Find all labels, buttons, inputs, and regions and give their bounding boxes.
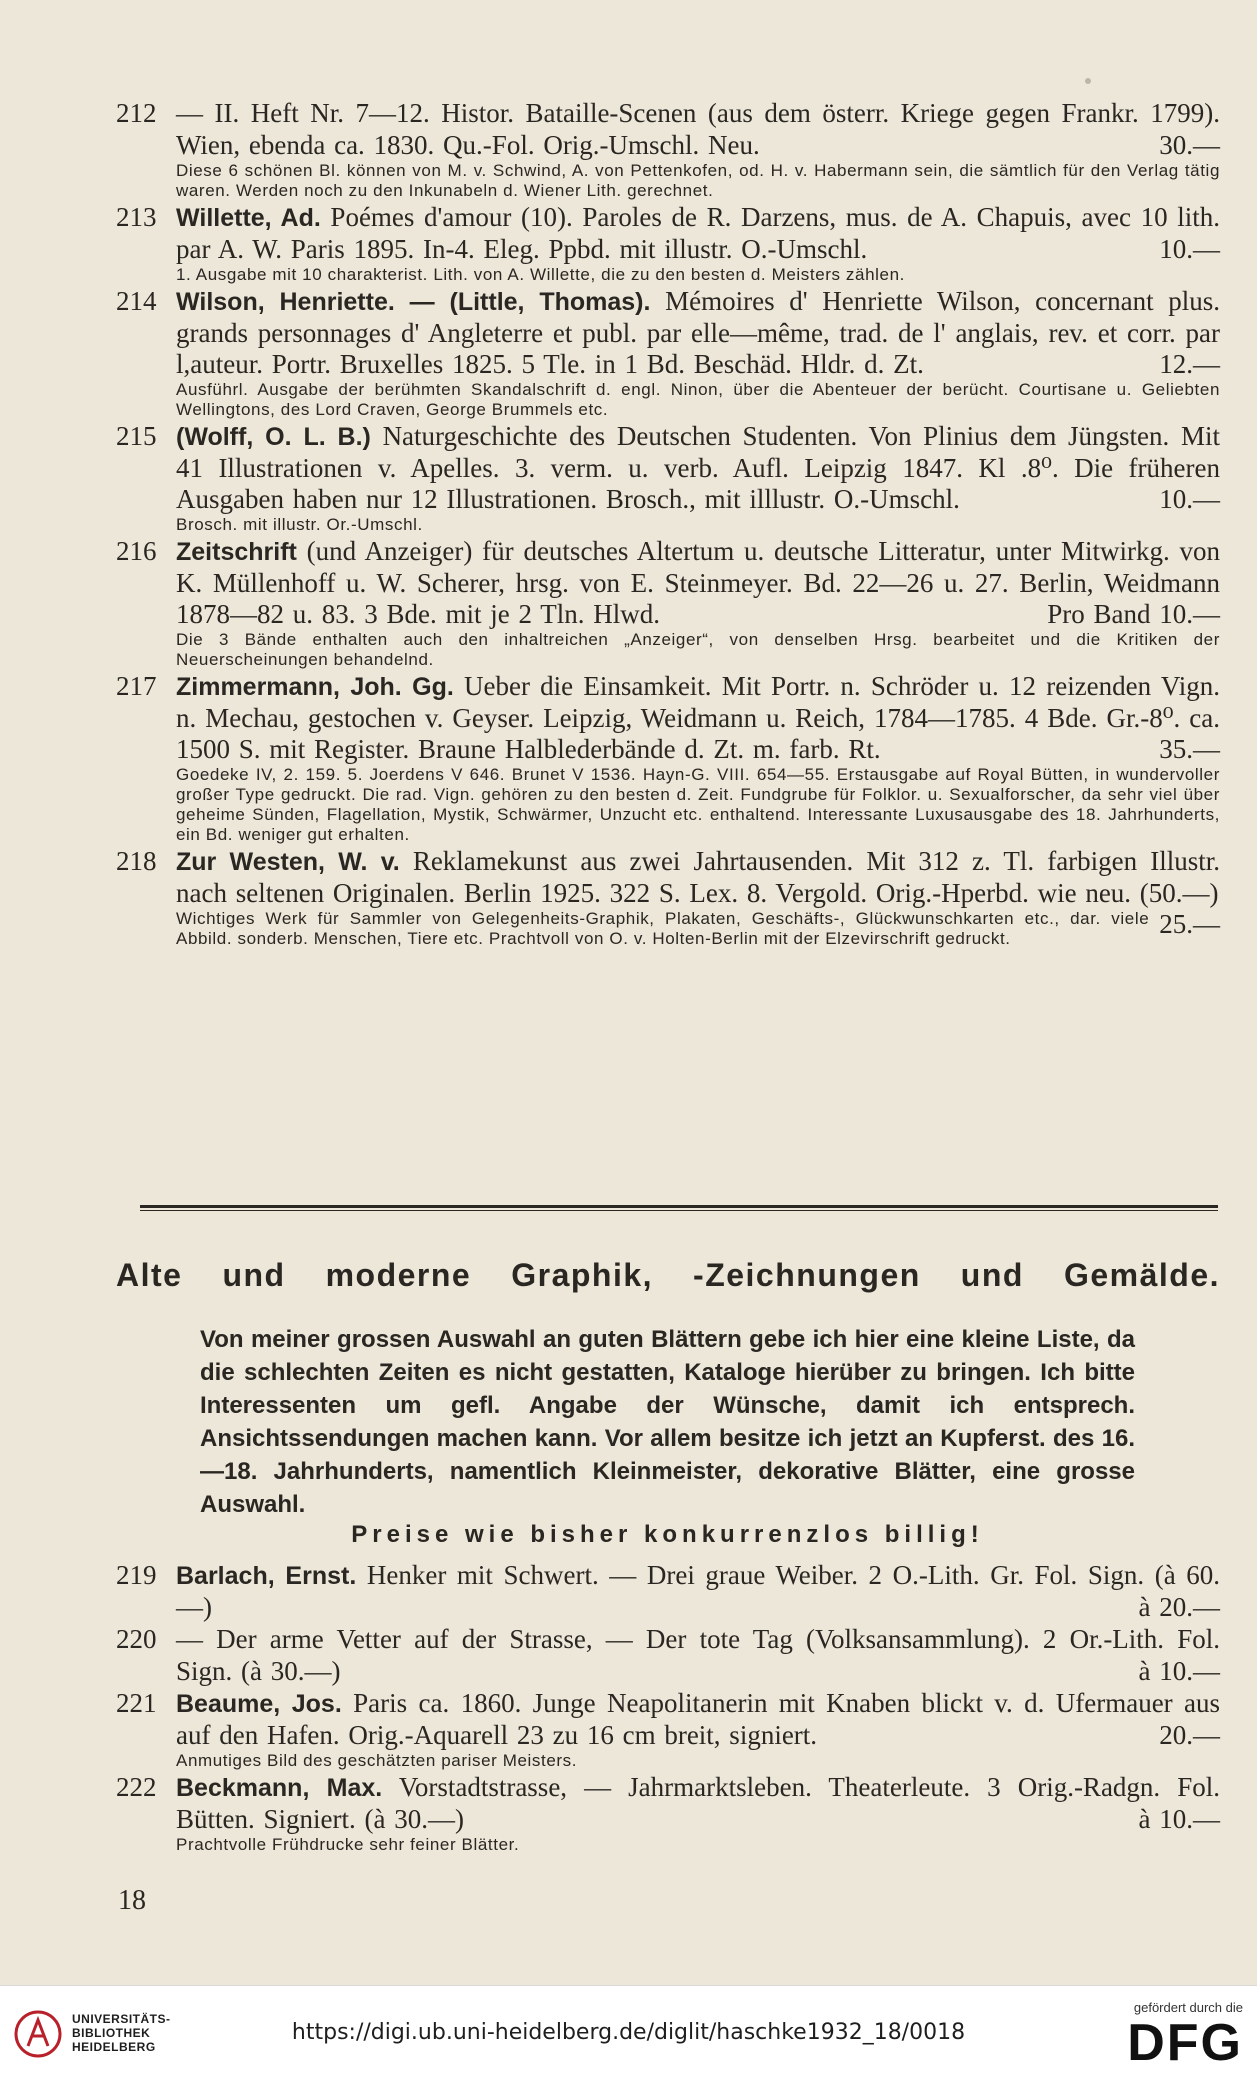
entry-text: Mémoires d' Henriette Wilson, concernant plus. grands personnages d' Angleterre et publ. par elle—même, trad. de l' anglais, rev. et corr. par l,auteur. Portr. Bruxelles 1825. 5 Tle. in 1 Bd. Beschäd. Hldr. d. Zt.: [176, 286, 1221, 379]
entry-number: 221: [116, 1688, 157, 1718]
catalog-entry: [116, 286, 1220, 420]
entry-text: Reklamekunst aus zwei Jahrtausenden. Mit 312 z. Tl. farbigen Illustr. nach seltenen Originalen. Berlin 1925. 322 S. Lex. 8. Vergold. Orig.-Hperbd. wie neu. (50.—): [176, 846, 1220, 908]
section-heading: Alte und moderne Graphik, -Zeichnungen und Gemälde.: [116, 1257, 1220, 1293]
entry-note: Wichtiges Werk für Sammler von Gelegenheits-Graphik, Plakaten, Geschäfts-, Glückwunschkarten etc., dar. viele Abbild. sonderb. Menschen, Tiere etc. Prachtvoll von O. v. Holten-Berlin mit der Elzevirschrift gedruckt.: [176, 909, 1150, 948]
catalog-entry: [116, 846, 1220, 949]
entry-note: Ausführl. Ausgabe der berühmten Skandalschrift d. engl. Ninon, über die Abenteuer der berücht. Courtisane u. Geliebten Wellingtons, des Lord Craven, George Brummels etc.: [176, 380, 1220, 419]
entry-author: Zur Westen, W. v.: [176, 848, 400, 876]
entry-note: Die 3 Bände enthalten auch den inhaltreichen „Anzeiger“, von denselben Hrsg. bearbeitet und die Kritiken der Neuerscheinungen behandelnd.: [176, 630, 1220, 669]
library-name-line: BIBLIOTHEK: [72, 2026, 151, 2040]
entry-text: (und Anzeiger) für deutsches Altertum u. deutsche Litteratur, unter Mitwirkg. von K. Müllenhoff u. W. Scherer, hrsg. von E. Steinmeyer. Bd. 22—26 u. 27. Berlin, Weidmann 1878—82 u. 83. 3 Bde. mit je 2 Tln. Hlwd.: [176, 536, 1220, 629]
entry-author: Barlach, Ernst.: [176, 1562, 357, 1590]
entry-number: 218: [116, 846, 157, 876]
entry-author: Beaume, Jos.: [176, 1690, 342, 1718]
entry-price: 25.—: [1159, 909, 1220, 939]
entry-price: Pro Band 10.—: [1047, 599, 1220, 629]
dfg-logo: DFG: [1127, 2014, 1243, 2072]
entry-text: — Der arme Vetter auf der Strasse, — Der tote Tag (Volksansammlung). 2 Or.-Lith. Fol. Sign. (à 30.—): [176, 1624, 1220, 1686]
entry-number: 215: [116, 421, 157, 451]
catalog-entry: [116, 1688, 1220, 1771]
entry-note: 1. Ausgabe mit 10 charakterist. Lith. von A. Willette, die zu den besten d. Meisters zählen.: [176, 265, 905, 284]
entry-text: Naturgeschichte des Deutschen Studenten. Von Plinius dem Jüngsten. Mit 41 Illustrationen v. Apelles. 3. verm. u. verb. Aufl. Leipzig 1847. Kl .8⁰. Die früheren Ausgaben haben nur 12 Illustrationen. Brosch., mit illlustr. O.-Umschl.: [176, 421, 1220, 514]
catalog-entry: [116, 536, 1220, 670]
sponsor-block: [1103, 2000, 1243, 2071]
entry-number: 212: [116, 98, 157, 128]
permalink-url[interactable]: https://digi.ub.uni-heidelberg.de/diglit/haschke1932_18/0018: [291, 2020, 966, 2045]
entry-price: 10.—: [1159, 484, 1220, 514]
entry-author: Zimmermann, Joh. Gg.: [176, 673, 454, 701]
entry-price: 10.—: [1159, 234, 1220, 264]
entry-text: Ueber die Einsamkeit. Mit Portr. n. Schröder u. 12 reizenden Vign. n. Mechau, gestochen v. Geyser. Leipzig, Weidmann u. Reich, 1784—1785. 4 Bde. Gr.-8⁰. ca. 1500 S. mit Register. Braune Halblederbände d. Zt. m. farb. Rt.: [176, 671, 1220, 764]
entry-note: Goedeke IV, 2. 159. 5. Joerdens V 646. Brunet V 1536. Hayn-G. VIII. 654—55. Erstausgabe auf Royal Bütten, in wundervoller großer Type gedruckt. Die rad. Vign. gehören zu den besten d. Zeit. Fundgrube für Folklor. u. Sexualforscher, da sehr viel über geheime Sünden, Flagellation, Mystik, Schwärmer, Unzucht etc. enthaltend. Interessante Luxusausgabe des 18. Jahrhunderts, ein Bd. weniger gut erhalten.: [176, 765, 1220, 844]
catalog-entry: [116, 98, 1220, 201]
entry-number: 220: [116, 1624, 157, 1654]
entry-author: Wilson, Henriette. — (Little, Thomas).: [176, 288, 651, 316]
entry-number: 213: [116, 202, 157, 232]
catalog-entry: [116, 671, 1220, 845]
entry-price: à 10.—: [1138, 1656, 1220, 1686]
catalog-entry: [116, 1772, 1220, 1855]
section-intro: Von meiner grossen Auswahl an guten Blättern gebe ich hier eine kleine Liste, da die schlechten Zeiten es nicht gestatten, Kataloge hierüber zu bringen. Ich bitte Interessenten um gefl. Angabe der Wünsche, damit ich entsprech. Ansichtssendungen machen kann. Vor allem besitze ich jetzt an Kupferst. des 16.—18. Jahrhunderts, namentlich Kleinmeister, dekorative Blätter, eine grosse Auswahl.: [200, 1326, 1135, 1518]
catalog-entry: [116, 1624, 1220, 1687]
entry-author: Beckmann, Max.: [176, 1774, 383, 1802]
entry-price: à 10.—: [1138, 1804, 1220, 1834]
entry-price: 12.—: [1159, 349, 1220, 379]
entry-price: 20.—: [1159, 1720, 1220, 1750]
catalog-entry: [116, 421, 1220, 535]
entry-number: 216: [116, 536, 157, 566]
library-name-line: HEIDELBERG: [72, 2040, 156, 2054]
catalog-entry: [116, 1560, 1220, 1623]
graphics-entries-list: [116, 1560, 1220, 1856]
entry-text: Poémes d'amour (10). Paroles de R. Darzens, mus. de A. Chapuis, avec 10 lith. par A. W. Paris 1895. In-4. Eleg. Ppbd. mit illustr. O.-Umschl.: [176, 202, 1220, 264]
entry-text: Vorstadtstrasse, — Jahrmarktsleben. Theaterleute. 3 Orig.-Radgn. Fol. Bütten. Signiert. (à 30.—): [176, 1772, 1220, 1834]
entry-number: 217: [116, 671, 157, 701]
entry-note: Diese 6 schönen Bl. können von M. v. Schwind, A. von Pettenkofen, od. H. v. Habermann sein, die sämtlich für den Verlag tätig waren. Werden noch zu den Inkunabeln d. Wiener Lith. gerechnet.: [176, 161, 1220, 200]
library-name-line: UNIVERSITÄTS-: [72, 2012, 171, 2026]
sponsor-label: gefördert durch die: [1133, 2000, 1243, 2015]
page-number: 18: [118, 1885, 146, 1916]
entry-number: 222: [116, 1772, 157, 1802]
entry-note: Brosch. mit illustr. Or.-Umschl.: [176, 515, 423, 534]
entry-note: Prachtvolle Frühdrucke sehr feiner Blätter.: [176, 1835, 520, 1854]
section-tagline: Preise wie bisher konkurrenzlos billig!: [351, 1521, 984, 1548]
entry-note: Anmutiges Bild des geschätzten pariser Meisters.: [176, 1751, 578, 1770]
entry-author: Zeitschrift: [176, 538, 297, 566]
viewer-footer: [0, 1985, 1257, 2086]
catalog-entries-list: [116, 98, 1220, 950]
entry-text: Paris ca. 1860. Junge Neapolitanerin mit Knaben blickt v. d. Ufermauer aus auf den Hafen. Orig.-Aquarell 23 zu 16 cm breit, signiert.: [176, 1688, 1221, 1750]
page-speck: [1085, 78, 1091, 84]
entry-text: — II. Heft Nr. 7—12. Histor. Bataille-Scenen (aus dem österr. Kriege gegen Frankr. 1799). Wien, ebenda ca. 1830. Qu.-Fol. Orig.-Umschl. Neu.: [176, 98, 1220, 160]
entry-price: 35.—: [1159, 734, 1220, 764]
section-divider: [140, 1205, 1218, 1208]
entry-price: 30.—: [1159, 130, 1220, 160]
entry-author: Willette, Ad.: [176, 204, 321, 232]
entry-text: Henker mit Schwert. — Drei graue Weiber. 2 O.-Lith. Gr. Fol. Sign. (à 60.—): [176, 1560, 1221, 1622]
entry-author: (Wolff, O. L. B.): [176, 423, 371, 451]
entry-number: 214: [116, 286, 157, 316]
entry-price: à 20.—: [1138, 1592, 1220, 1622]
entry-number: 219: [116, 1560, 157, 1590]
section-divider-thin: [140, 1210, 1218, 1211]
catalog-entry: [116, 202, 1220, 285]
